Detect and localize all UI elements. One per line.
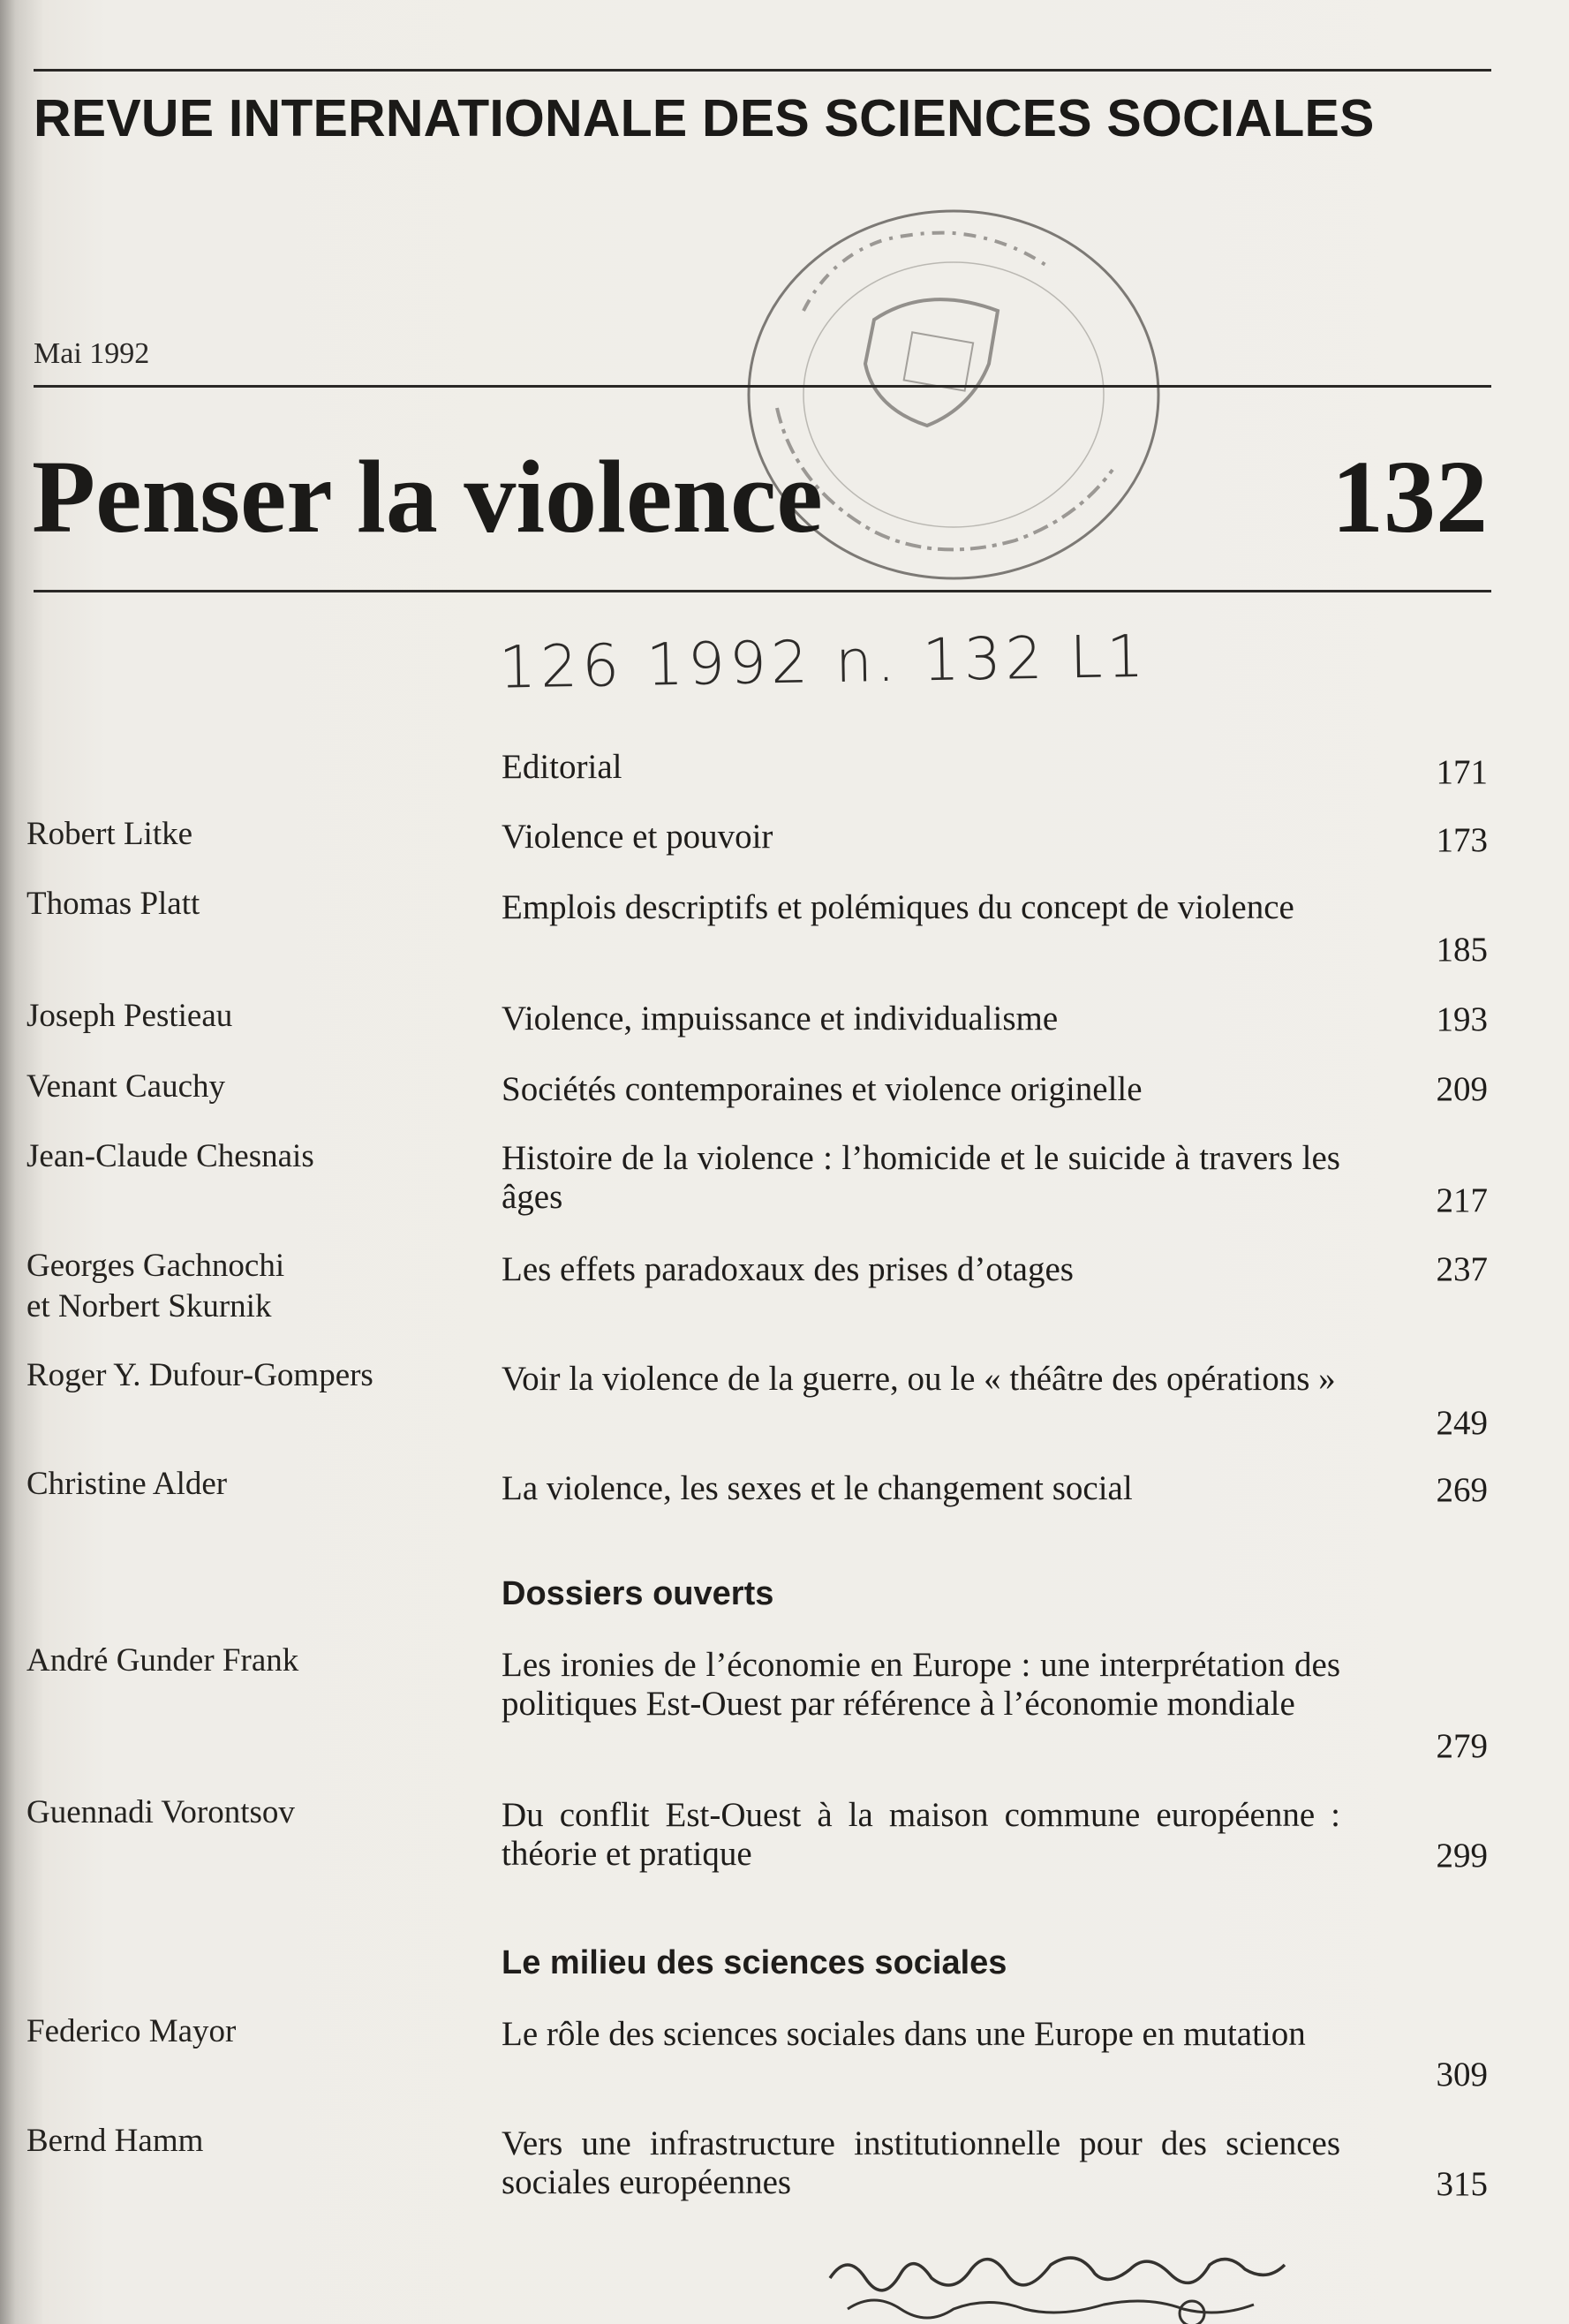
toc-title: Les effets paradoxaux des prises d’otages xyxy=(502,1250,1074,1288)
toc-page: 249 xyxy=(1436,1404,1488,1442)
toc-author: Federico Mayor xyxy=(26,2013,237,2049)
toc-author: Robert Litke xyxy=(26,816,193,852)
toc-page: 209 xyxy=(1436,1070,1488,1108)
mid-rule xyxy=(34,385,1491,388)
toc-title: Histoire de la violence : l’homicide et le suicide à travers les âges xyxy=(502,1139,1340,1216)
toc-title: Du conflit Est-Ouest à la maison commune européenne : théorie et pratique xyxy=(502,1796,1340,1873)
toc-author xyxy=(26,1246,284,1327)
toc-author: Roger Y. Dufour-Gompers xyxy=(26,1357,373,1393)
toc-title: Les ironies de l’économie en Europe : une interprétation des politiques Est-Ouest par référence à l’économie mondiale xyxy=(502,1646,1340,1723)
toc-author: Thomas Platt xyxy=(26,886,200,922)
handwritten-call-number: 126 1992 n. 132 L1 xyxy=(498,622,1150,702)
toc-author: Guennadi Vorontsov xyxy=(26,1794,295,1830)
toc-author: Bernd Hamm xyxy=(26,2123,204,2159)
toc-page: 173 xyxy=(1436,821,1488,859)
toc-page: 315 xyxy=(1436,2165,1488,2203)
toc-title-editorial: Editorial xyxy=(502,748,622,786)
toc-title: Vers une infrastructure institutionnelle pour des sciences sociales européennes xyxy=(502,2124,1340,2201)
toc-title: Sociétés contemporaines et violence originelle xyxy=(502,1070,1143,1108)
toc-page: 299 xyxy=(1436,1837,1488,1875)
toc-title: Violence, impuissance et individualisme xyxy=(502,1000,1059,1038)
toc-page: 171 xyxy=(1436,753,1488,791)
toc-author: Christine Alder xyxy=(26,1466,228,1502)
issue-number: 132 xyxy=(1331,439,1488,555)
issue-date: Mai 1992 xyxy=(34,337,150,370)
toc-author-line: Georges Gachnochi xyxy=(26,1248,285,1284)
section-heading-milieu: Le milieu des sciences sociales xyxy=(502,1944,1007,1981)
toc-author: Venant Cauchy xyxy=(26,1068,226,1105)
toc-author: Jean-Claude Chesnais xyxy=(26,1138,314,1174)
toc-title: Violence et pouvoir xyxy=(502,818,773,856)
toc-author: Joseph Pestieau xyxy=(26,998,233,1034)
handwritten-arabic-mark xyxy=(821,2216,1439,2324)
section-heading-dossiers: Dossiers ouverts xyxy=(502,1575,774,1612)
toc-page: 185 xyxy=(1436,931,1488,969)
toc-page: 269 xyxy=(1436,1471,1488,1509)
toc-author: André Gunder Frank xyxy=(26,1642,299,1679)
top-rule xyxy=(34,69,1491,72)
toc-page: 217 xyxy=(1436,1181,1488,1219)
toc-title: Voir la violence de la guerre, ou le « théâtre des opérations » xyxy=(502,1360,1336,1398)
toc-title: Emplois descriptifs et polémiques du concept de violence xyxy=(502,888,1294,926)
lower-rule xyxy=(34,590,1491,592)
toc-page: 237 xyxy=(1436,1250,1488,1288)
toc-page: 193 xyxy=(1436,1000,1488,1038)
journal-title: REVUE INTERNATIONALE DES SCIENCES SOCIALES xyxy=(34,89,1375,147)
issue-title: Penser la violence xyxy=(32,439,823,555)
toc-page: 279 xyxy=(1436,1727,1488,1765)
toc-title: Le rôle des sciences sociales dans une Europe en mutation xyxy=(502,2015,1306,2053)
toc-author-line: et Norbert Skurnik xyxy=(26,1288,272,1324)
toc-page: 309 xyxy=(1436,2056,1488,2094)
toc-title: La violence, les sexes et le changement social xyxy=(502,1469,1133,1507)
